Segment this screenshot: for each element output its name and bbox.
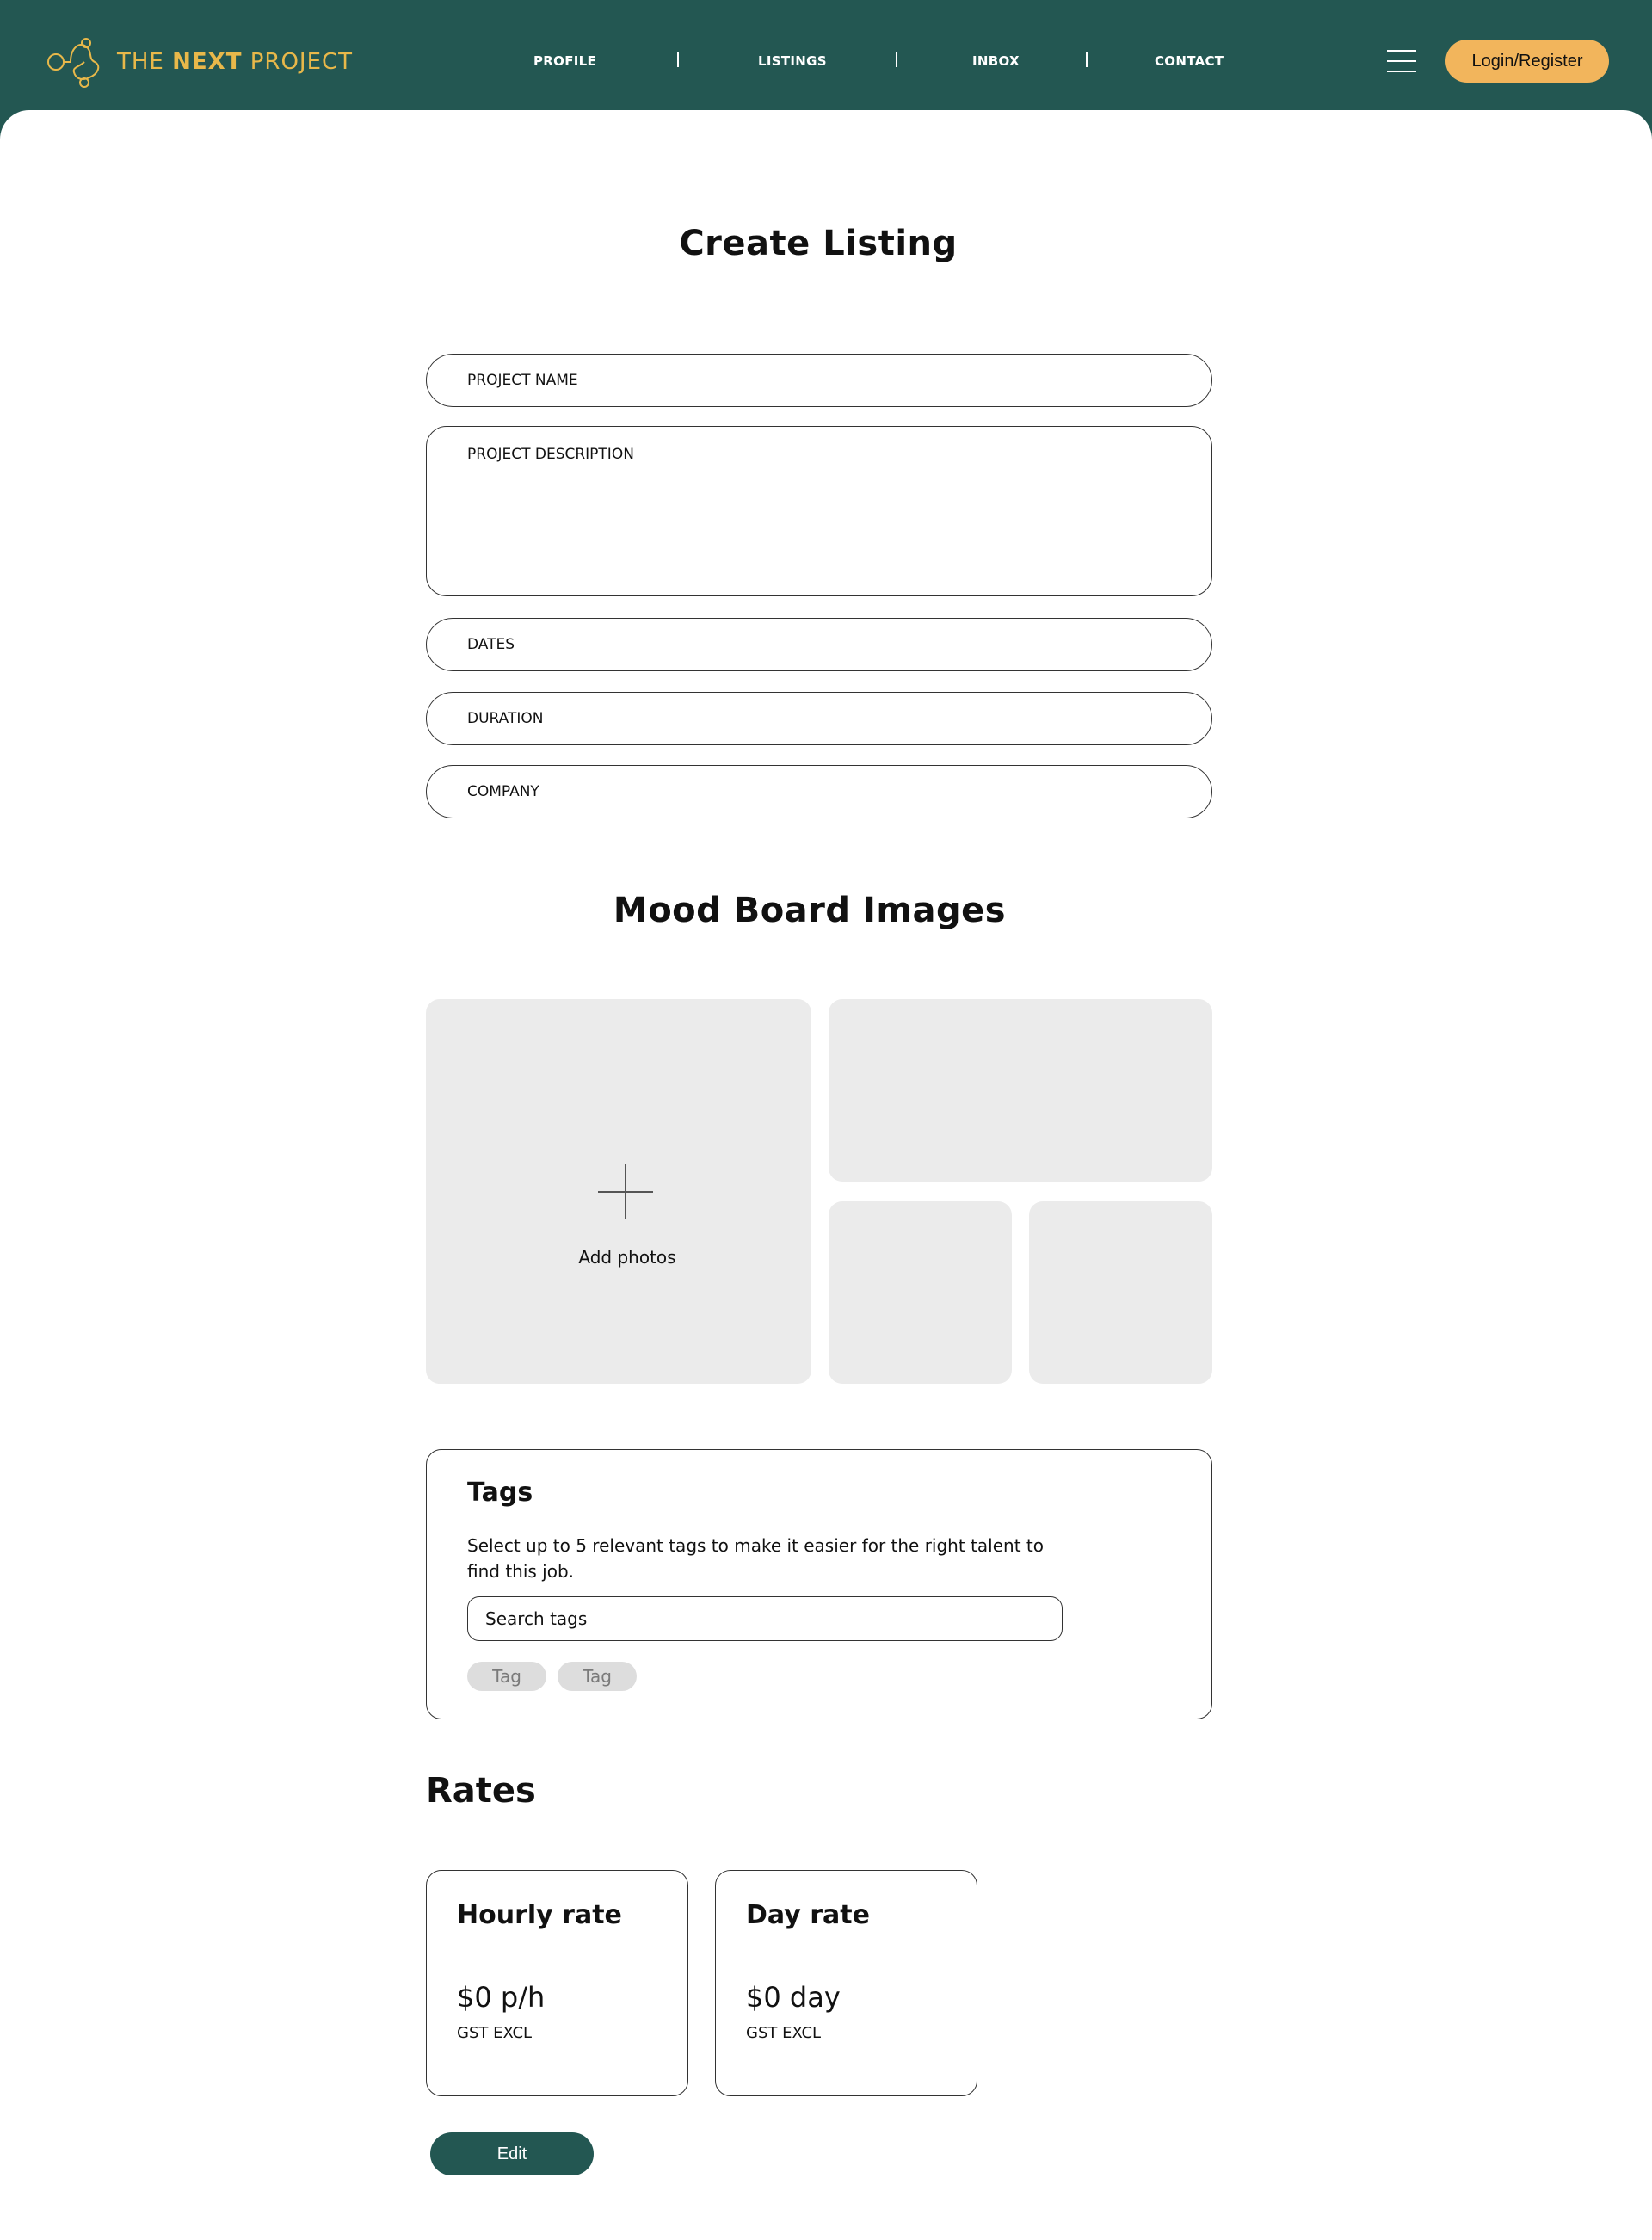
nav-divider: [1086, 52, 1088, 67]
tag-chip[interactable]: Tag: [558, 1662, 637, 1691]
hamburger-icon[interactable]: [1387, 50, 1416, 72]
logo-text-bold: NEXT: [172, 49, 243, 75]
nav-divider: [896, 52, 897, 67]
nav-listings[interactable]: LISTINGS: [758, 53, 827, 69]
nav-profile[interactable]: PROFILE: [533, 53, 597, 69]
project-description-field[interactable]: PROJECT DESCRIPTION: [426, 426, 1212, 596]
mood-board-image-slot[interactable]: [829, 999, 1212, 1182]
tags-description: Select up to 5 relevant tags to make it easier for the right talent to find this job.: [467, 1535, 1044, 1582]
tags-title: Tags: [467, 1478, 533, 1508]
logo[interactable]: [45, 31, 353, 93]
tag-chip[interactable]: Tag: [467, 1662, 546, 1691]
project-name-field[interactable]: PROJECT NAME: [426, 354, 1212, 407]
logo-text: [117, 49, 353, 75]
rate-name: Day rate: [746, 1900, 870, 1930]
hourly-rate-card[interactable]: [426, 1870, 688, 2096]
top-nav-bar: [0, 0, 1652, 120]
main-content: [0, 110, 1652, 2240]
logo-mark-icon: [45, 31, 107, 93]
tags-panel: [426, 1449, 1212, 1719]
rate-note: GST EXCL: [746, 2024, 822, 2042]
nav-inbox[interactable]: INBOX: [972, 53, 1020, 69]
rates-title: Rates: [426, 1771, 536, 1811]
company-field[interactable]: COMPANY: [426, 765, 1212, 818]
add-photos-label: Add photos: [578, 1247, 676, 1268]
login-register-button[interactable]: Login/Register: [1446, 40, 1609, 83]
logo-text-suffix: PROJECT: [242, 49, 354, 75]
mood-board-image-slot[interactable]: [829, 1201, 1012, 1384]
edit-rates-button[interactable]: Edit: [430, 2132, 594, 2175]
mood-board-title: Mood Board Images: [613, 891, 1007, 930]
tags-search-input[interactable]: Search tags: [467, 1596, 1063, 1641]
add-photos-tile[interactable]: [426, 999, 811, 1384]
rate-value: $0 p/h: [457, 1981, 546, 2014]
page-title: Create Listing: [679, 224, 958, 263]
plus-icon: [598, 1164, 653, 1219]
nav-contact[interactable]: CONTACT: [1155, 53, 1224, 69]
day-rate-card[interactable]: [715, 1870, 977, 2096]
nav-divider: [677, 52, 679, 67]
rate-note: GST EXCL: [457, 2024, 533, 2042]
dates-field[interactable]: DATES: [426, 618, 1212, 671]
mood-board-image-slot[interactable]: [1029, 1201, 1212, 1384]
rate-name: Hourly rate: [457, 1900, 622, 1930]
logo-text-prefix: THE: [117, 49, 173, 75]
duration-field[interactable]: DURATION: [426, 692, 1212, 745]
rate-value: $0 day: [746, 1981, 841, 2014]
